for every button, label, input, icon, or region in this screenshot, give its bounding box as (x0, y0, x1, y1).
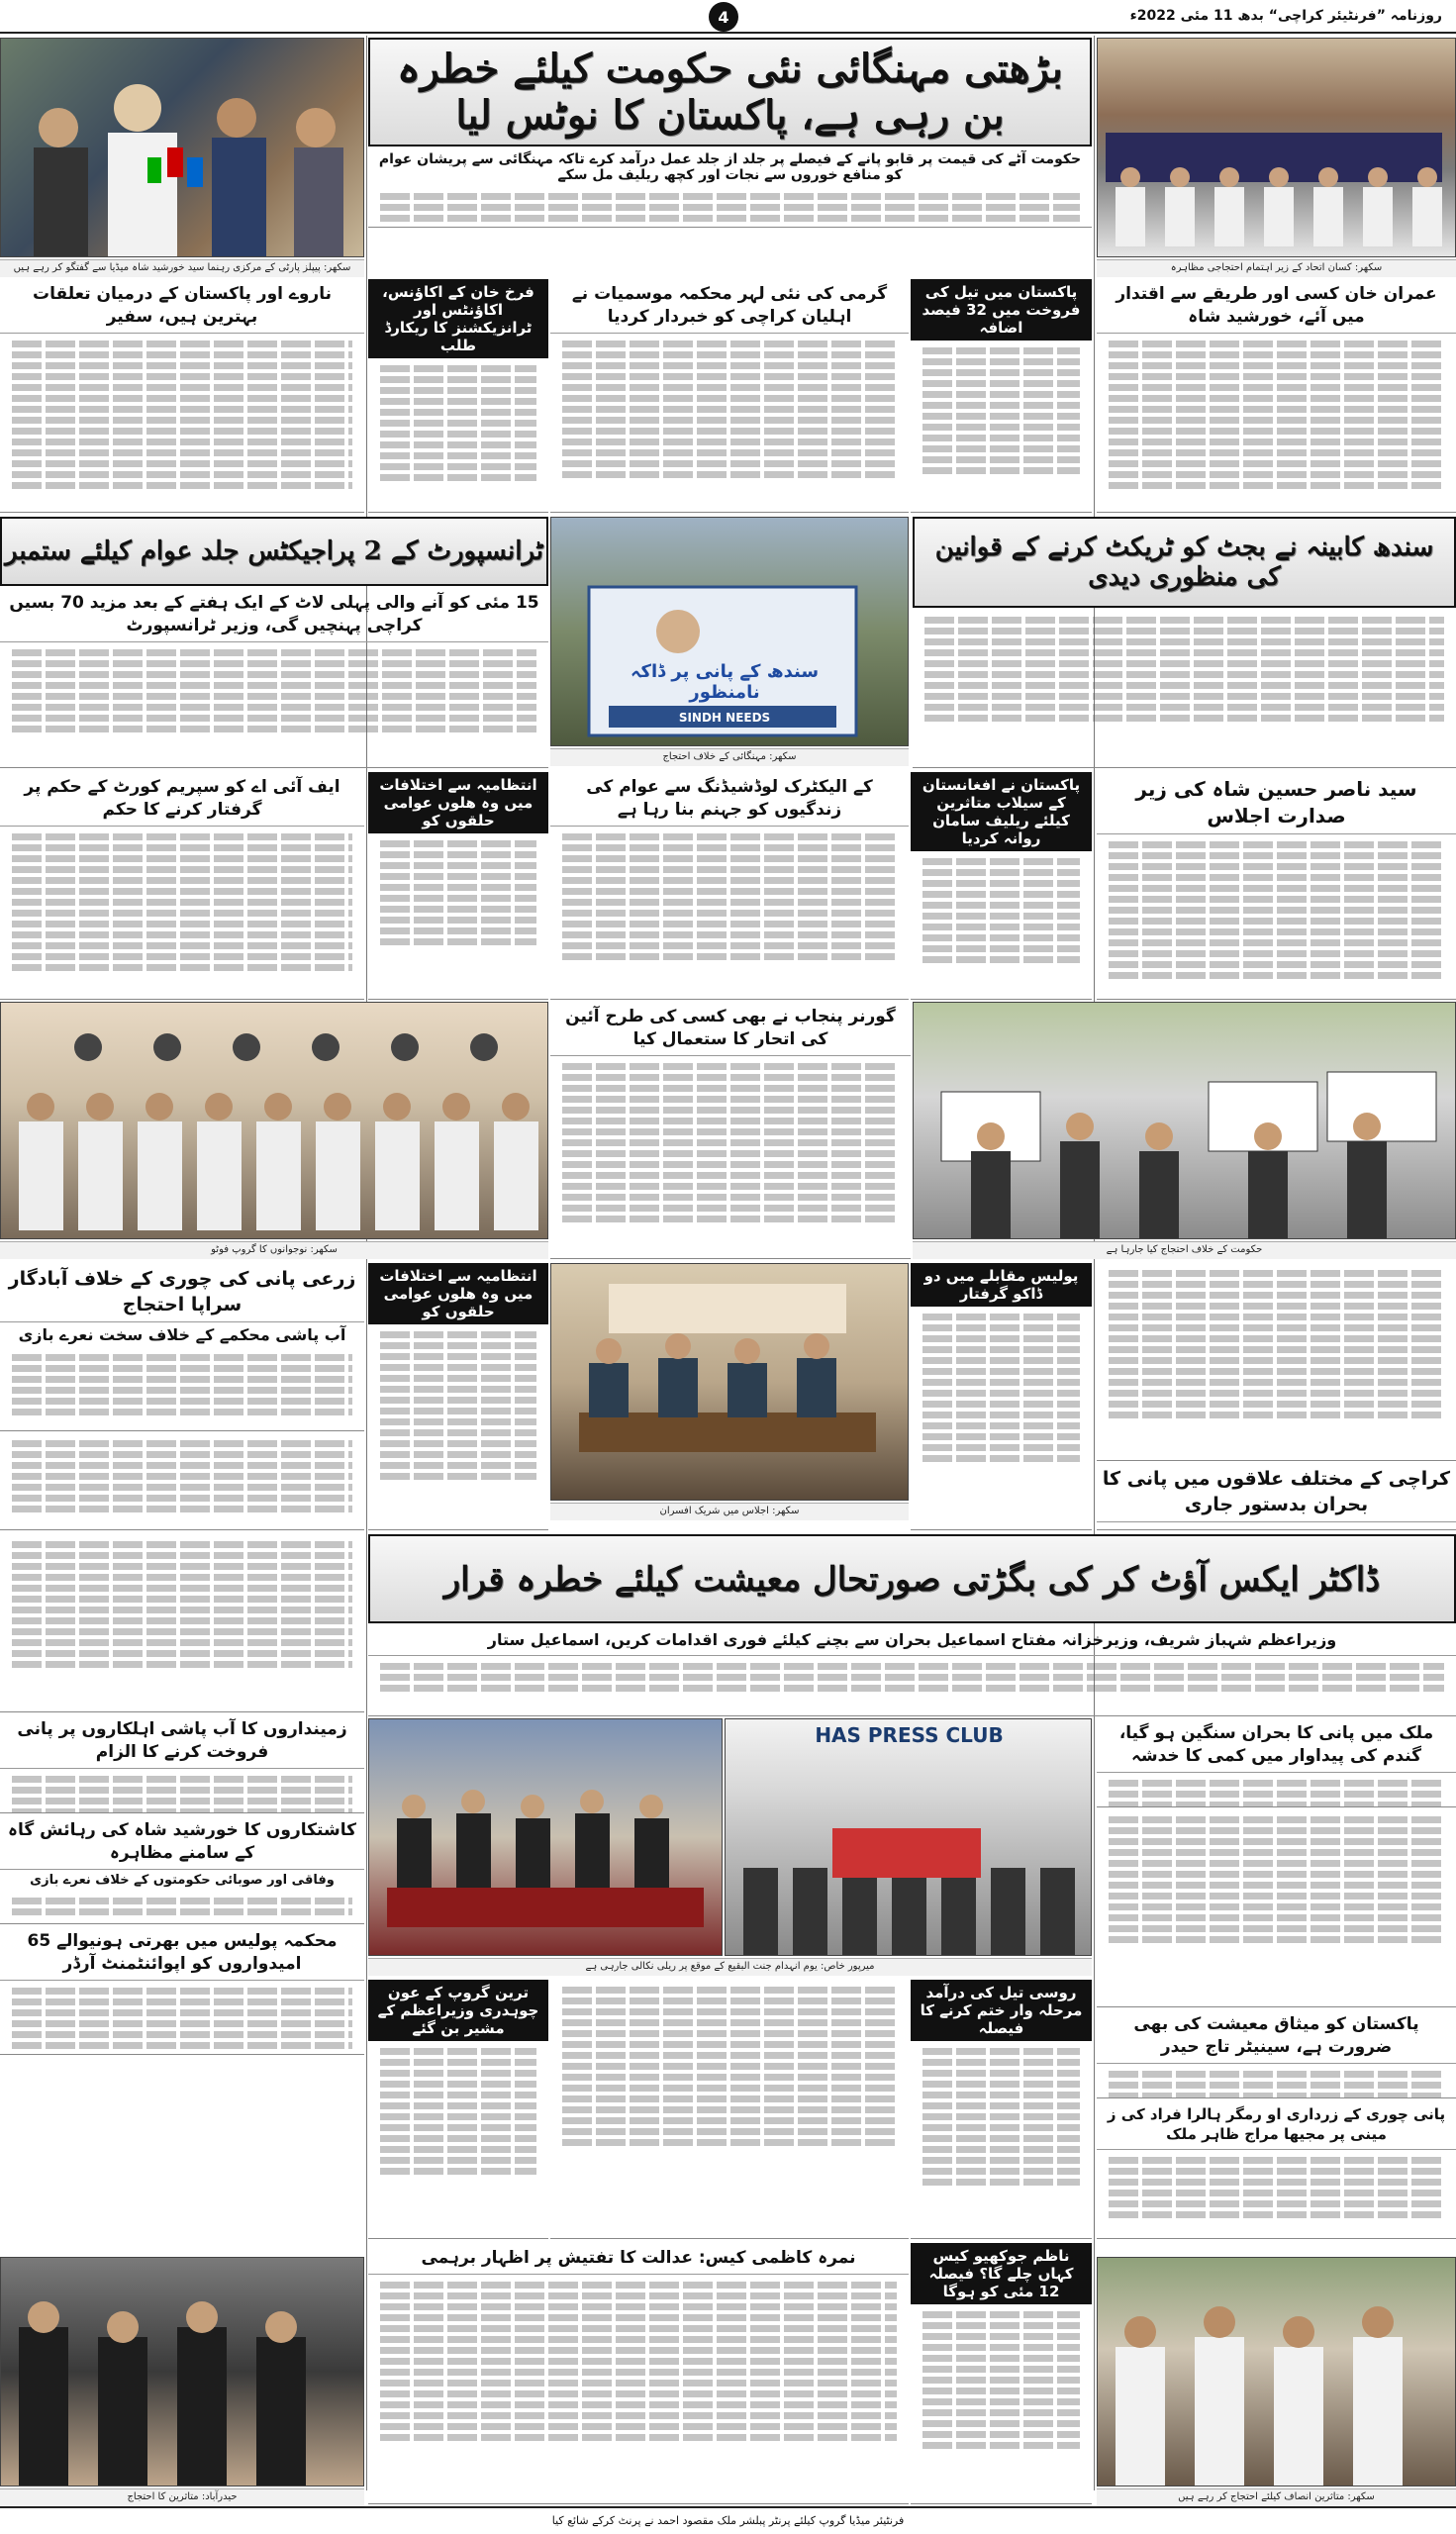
sindh-cabinet-banner: سندھ کابینہ نے بجٹ کو ٹریکٹ کرنے کے قوانین کی منظوری دیدی (913, 517, 1456, 608)
story-body (1097, 1522, 1456, 1530)
story-body (0, 642, 548, 739)
story-body (0, 1347, 364, 1422)
story-body (0, 1981, 364, 2055)
photo-caption: حیدرآباد: متاثرین کا احتجاج (0, 2488, 364, 2506)
meeting-table-icon (550, 1264, 908, 1501)
story-khurshid-shah (1097, 279, 1456, 513)
story-body (550, 1056, 911, 1229)
story-farrukh-khan (368, 279, 548, 513)
story-headline: کراچی کے مختلف علاقوں میں پانی کا بحران بدستور جاری (1097, 1463, 1456, 1522)
story-nimra-kazmi (368, 2243, 909, 2504)
story-body (0, 1891, 364, 1922)
story-governor-punjab (550, 1002, 911, 1259)
story-headline: ایف آئی اے کو سپریم کورٹ کے حکم پر گرفتار کرنے کا حکم (0, 772, 364, 827)
photo-group (0, 1002, 548, 1239)
victims-icon (1097, 2258, 1455, 2486)
story-headline: 15 مئی کو آنے والی پہلی لاٹ کے ایک ہفتے کے بعد مزید 70 بسیں کراچی پہنچیں گی، وزیر ٹرانسپورٹ (0, 588, 548, 642)
story-karachi-water-crisis (1097, 1463, 1456, 1530)
story-headline: انتظامیہ سے اختلافات میں وہ ھلوں عوامی حلقوں کو (368, 772, 548, 833)
column-rule (1094, 36, 1095, 2490)
story-body (911, 851, 1092, 970)
story-sukkur-accountability (0, 1433, 364, 1530)
story-nazim-jokhio (911, 2243, 1092, 2504)
story-headline: گورنر پنجاب نے بھی کسی کی طرح آئین کی اتحار کا ستعمال کیا (550, 1002, 911, 1056)
photo-protest-top (1097, 38, 1456, 257)
story-body (911, 1307, 1092, 1469)
story-headline: نمرہ کاظمی کیس: عدالت کا تفتیش پر اظہار برہمی (368, 2243, 909, 2275)
story-body (1097, 1809, 1456, 1950)
photo-caption: سکھر: پیپلز پارٹی کے مرکزی رہنما سید خورشید شاہ میڈیا سے گفتگو کر رہے ہیں (0, 259, 364, 277)
photo-caption: سکھر: اجلاس میں شریک افسران (550, 1503, 909, 1520)
rally-banner-icon (368, 1719, 722, 1956)
story-economy-deck (368, 1625, 1456, 1716)
story-headline: پاکستان کو میثاق معیشت کی بھی ضرورت ہے، سینیٹر تاج حیدر (1097, 2009, 1456, 2064)
photo-women-protest (0, 2257, 364, 2486)
story-us-experts (550, 1980, 909, 2239)
story-farmers-protest (0, 1815, 364, 1924)
story-afghan-relief (911, 772, 1092, 1000)
story-nasir-shah (1097, 772, 1456, 1000)
transport-banner: ٹرانسپورٹ کے 2 پراجیکٹس جلد عوام کیلئے ستمبر (0, 517, 548, 586)
story-transport (0, 588, 548, 768)
story-body (0, 827, 364, 978)
story-k-electric (550, 772, 909, 1000)
photo-caption: سکھر: مہنگائی کے خلاف احتجاج (550, 748, 909, 766)
story-headline: پاکستان میں تیل کی فروخت میں 32 فیصد اضافہ (911, 279, 1092, 341)
protesters-icon (0, 2258, 363, 2486)
story-headline: وزیراعظم شہباز شریف، وزیرخزانہ مفتاح اسماعیل بحران سے بچنے کیلئے فوری اقدامات کریں، اسماعیل ستار (368, 1625, 1456, 1656)
photo-caption: حکومت کے خلاف احتجاج کیا جارہا ہے (913, 1241, 1456, 1259)
story-police-encounter (911, 1263, 1092, 1530)
story-headline: کاشتکاروں کا خورشید شاہ کی رہائش گاہ کے سامنے مظاہرہ (0, 1815, 364, 1870)
story-body (913, 610, 1456, 729)
story-doctor (368, 1263, 548, 1530)
story-body (0, 1534, 364, 1675)
story-body (368, 833, 548, 952)
story-tareen-group (368, 1980, 548, 2239)
economy-banner: ڈاکٹر ایکس آؤٹ کر کی بگڑتی صورتحال معیشت کیلئے خطرہ قرار (368, 1534, 1456, 1623)
story-headline: پانی چوری کے زرداری او رمگر ہالرا فراد کی ز مینی پر مجیھا مراج ظاہر ملک (1097, 2100, 1456, 2150)
story-body (911, 2041, 1092, 2193)
story-headline: کے الیکٹرک لوڈشیڈنگ سے عوام کی زندگیوں کو جہنم بنا رہا ہے (550, 772, 909, 827)
story-body (550, 827, 909, 967)
group-photo-icon (0, 1003, 547, 1239)
story-body (1097, 1773, 1456, 1807)
column-rule (366, 36, 367, 2490)
story-headline: ناظم جوکھیو کیس کہاں چلے گا؟ فیصلہ 12 مئی کو ہوگا (911, 2243, 1092, 2304)
photo-caption: میرپور خاص: یوم انہدام جنت البقیع کے موقع پر ریلی نکالی جارہی ہے (368, 1958, 1092, 1976)
protest-banner-icon (1097, 39, 1455, 257)
story-body (1097, 834, 1456, 986)
story-body (911, 2304, 1092, 2456)
story-body (911, 341, 1092, 481)
story-fia (0, 772, 364, 1000)
deck-text: حکومت آٹے کی قیمت پر قابو پانے کے فیصلے پر جلد از جلد عمل درآمد کرے تاکہ مہنگائی سے پریشان عوام کو منافع خوروں سے نجات اور کچھ ریلیف مل سکے (378, 151, 1082, 183)
story-russian-oil (911, 1980, 1092, 2239)
placard-text: سندھ کے پانی پر ڈاکہ نامنظور (630, 661, 820, 703)
photo-rally-1 (368, 1718, 723, 1956)
photo-protest-banners (913, 1002, 1456, 1239)
story-headline: روسی تیل کی درآمد مرحلہ وار ختم کرنے کا فیصلہ (911, 1980, 1092, 2041)
top-banner-headline: بڑھتی مہنگائی نئی حکومت کیلئے خطرہ بن رہی ہے، پاکستان کا نوٹس لیا (368, 38, 1092, 146)
photo-press-conference (0, 38, 364, 257)
story-sindh-cabinet-body (913, 610, 1456, 768)
story-oil-sales (911, 279, 1092, 513)
story-heatwave (550, 279, 909, 513)
story-body (1097, 334, 1456, 496)
story-body (368, 358, 548, 488)
story-water-theft (0, 1263, 364, 1431)
story-excise (1097, 1809, 1456, 2007)
story-body (368, 2041, 548, 2182)
story-body (0, 334, 364, 496)
story-headline: ملک میں پانی کا بحران سنگین ہو گیا، گندم کی پیداوار میں کمی کا خدشہ (1097, 1718, 1456, 1773)
dateline: روزنامہ ”فرنٹیئر کراچی“ بدھ 11 مئی 2022ء (1129, 8, 1442, 24)
photo-victims-protest (1097, 2257, 1456, 2486)
story-landlords (0, 1714, 364, 1813)
photo-press-club (725, 1718, 1092, 1956)
story-body (368, 1324, 548, 1487)
deck-body (368, 186, 1092, 228)
story-headline: عمران خان کسی اور طریقے سے اقتدار میں آئے، خورشید شاہ (1097, 279, 1456, 334)
story-headline: زرعی پانی کی چوری کے خلاف آبادگار سراپا احتجاج (0, 1263, 364, 1322)
story-headline: انتظامیہ سے اختلافات میں وہ ھلوں عوامی حلقوں کو (368, 1263, 548, 1324)
story-headline: پولیس مقابلے میں دو ڈاکو گرفتار (911, 1263, 1092, 1307)
story-wheat-shortage (1097, 1718, 1456, 1807)
photo-meeting (550, 1263, 909, 1501)
placard-sign-text: SINDH NEEDS (678, 711, 771, 725)
story-body (1097, 1263, 1456, 1425)
story-body (368, 2275, 909, 2448)
story-police-recruitment (0, 1926, 364, 2055)
story-body (0, 1769, 364, 1813)
page-number: 4 (709, 2, 738, 32)
top-banner-deck (368, 148, 1092, 228)
story-headline: زمینداروں کا آب پاشی اہلکاروں پر پانی فروخت کرنے کا الزام (0, 1714, 364, 1769)
story-headline: سید ناصر حسین شاہ کی زیر صدارت اجلاس (1097, 772, 1456, 834)
story-subhead: آب پاشی محکمے کے خلاف سخت نعرے بازی (18, 1325, 346, 1345)
story-body (550, 334, 909, 485)
story-body (1097, 2150, 1456, 2225)
story-administration (368, 772, 548, 1000)
story-taj-haider (1097, 2009, 1456, 2098)
photo-protest-placard (550, 517, 909, 746)
story-left-col-7 (0, 1534, 364, 1712)
story-headline: فرخ خان کے اکاؤنس، اکاؤنٹس اور ٹرانزیکشنز کا ریکارڈ طلب (368, 279, 548, 358)
page-footer: فرنٹیئر میڈیا گروپ کیلئے پرنٹر پبلشر ملک مقصود احمد نے پرنٹ کرکے شائع کیا (0, 2506, 1456, 2534)
story-headline: پاکستان نے افغانستان کے سیلاب متاثرین کیلئے ریلیف سامان روانہ کردیا (911, 772, 1092, 851)
press-club-sign: HAS PRESS CLUB (815, 1723, 1004, 1747)
story-headline: گرمی کی نئی لہر محکمہ موسمیات نے اہلیان کراچی کو خبردار کردیا (550, 279, 909, 334)
photo-caption: سکھر: کسان اتحاد کے زیر اہتمام احتجاجی مظاہرہ (1097, 259, 1456, 277)
story-water-theft-zardari (1097, 2100, 1456, 2239)
story-body (0, 1433, 364, 1519)
protest-crowd-icon (913, 1003, 1455, 1239)
story-subhead: وفاقی اور صوبائی حکومتوں کے خلاف نعرے بازی (30, 1872, 335, 1888)
story-norway (0, 279, 364, 513)
crowd-icon (725, 1719, 1091, 1956)
story-port-grass (1097, 1263, 1456, 1461)
story-body (368, 1656, 1456, 1699)
story-body (1097, 2064, 1456, 2098)
photo-caption: سکھر: نوجوانوں کا گروپ فوٹو (0, 1241, 548, 1259)
microphones-icon (0, 39, 363, 257)
story-headline: محکمہ پولیس میں بھرتی ہونیوالے 65 امیدواروں کو اپوائنٹمنٹ آرڈر (0, 1926, 364, 1981)
story-headline: ترین گروپ کے عون چوہدری وزیراعظم کے مشیر بن گئے (368, 1980, 548, 2041)
photo-caption: سکھر: متاثرین انصاف کیلئے احتجاج کر رہے ہیں (1097, 2488, 1456, 2506)
story-body (550, 1980, 909, 2153)
story-headline: ناروے اور پاکستان کے درمیان تعلقات بہترین ہیں، سفیر (0, 279, 364, 334)
